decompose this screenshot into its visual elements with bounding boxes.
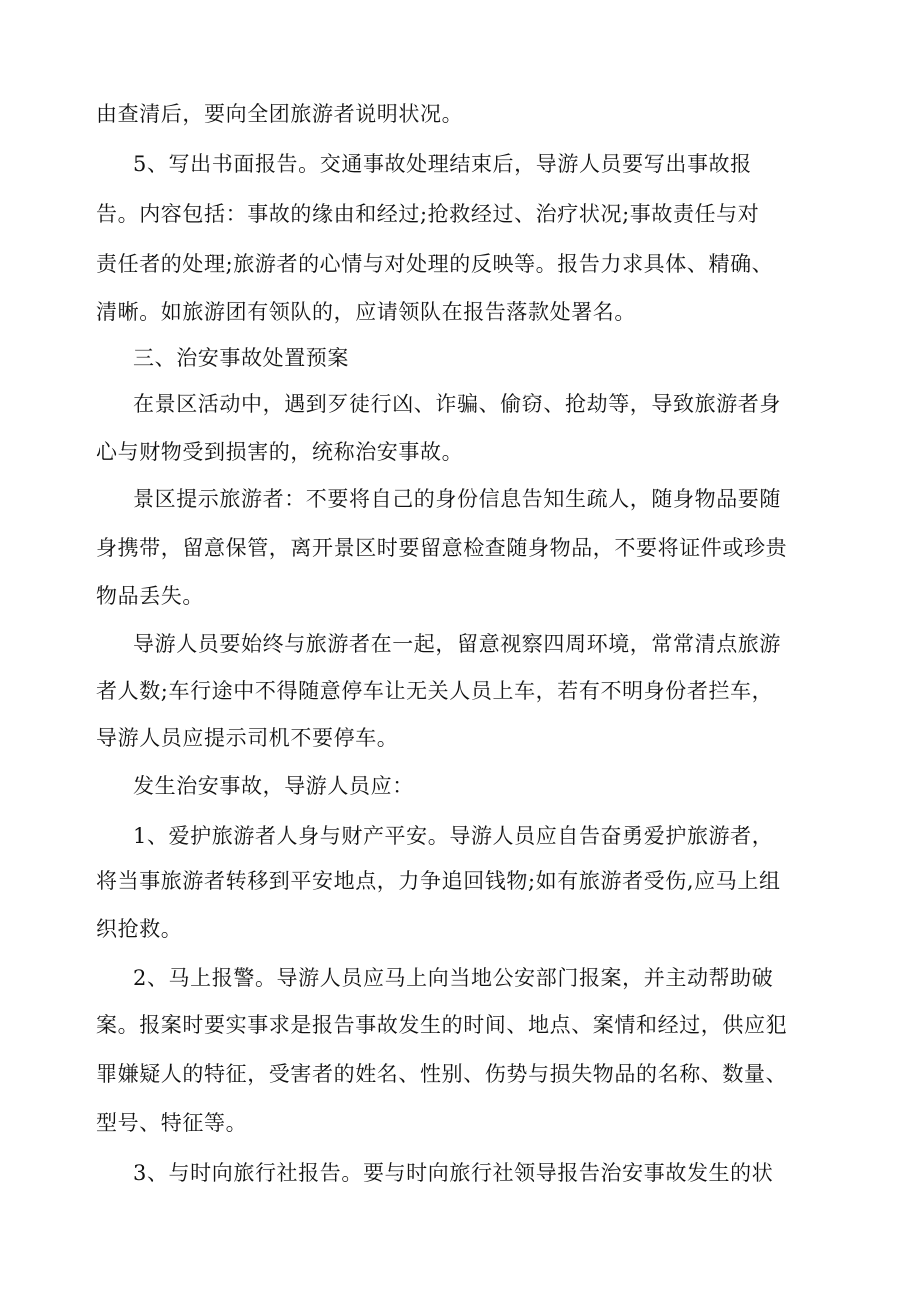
text-line: 心与财物受到损害的，统称治安事故。 (96, 440, 464, 464)
text-line: 5、写出书面报告。交通事故处理结束后，导游人员要写出事故报 (133, 152, 752, 176)
text-line: 织抢救。 (96, 917, 183, 941)
text-line: 导游人员应提示司机不要停车。 (96, 726, 399, 750)
text-line: 罪嫌疑人的特征，受害者的姓名、性别、伤势与损失物品的名称、数量、 (96, 1062, 788, 1086)
text-line: 导游人员要始终与旅游者在一起，留意视察四周环境，常常清点旅游 (133, 632, 781, 656)
text-line: 物品丢失。 (96, 584, 204, 608)
text-line: 案。报案时要实事求是报告事故发生的时间、地点、案情和经过，供应犯 (96, 1013, 788, 1037)
text-line: 将当事旅游者转移到平安地点，力争追回钱物;如有旅游者受伤,应马上组 (96, 869, 781, 893)
text-line: 3、与时向旅行社报告。要与时向旅行社领导报告治安事故发生的状 (133, 1161, 774, 1185)
text-line: 型号、特征等。 (96, 1111, 248, 1135)
text-line: 由查清后，要向全团旅游者说明状况。 (96, 102, 464, 126)
text-line: 责任者的处理;旅游者的心情与对处理的反映等。报告力求具体、精确、 (96, 252, 774, 276)
text-line: 身携带，留意保管，离开景区时要留意检查随身物品，不要将证件或珍贵 (96, 536, 788, 560)
text-line: 在景区活动中，遇到歹徒行凶、诈骗、偷窃、抢劫等，导致旅游者身 (133, 392, 781, 416)
text-line: 1、爱护旅游者人身与财产平安。导游人员应自告奋勇爱护旅游者， (133, 824, 774, 848)
text-line: 2、马上报警。导游人员应马上向当地公安部门报案，并主动帮助破 (133, 966, 774, 990)
text-line: 景区提示旅游者：不要将自己的身份信息告知生疏人，随身物品要随 (133, 487, 781, 511)
text-line: 者人数;车行途中不得随意停车让无关人员上车，若有不明身份者拦车， (96, 679, 774, 703)
text-line: 清晰。如旅游团有领队的，应请领队在报告落款处署名。 (96, 300, 636, 324)
text-line: 发生治安事故，导游人员应： (133, 774, 414, 798)
text-line: 告。内容包括：事故的缘由和经过;抢救经过、治疗状况;事故责任与对 (96, 202, 760, 226)
section-heading: 三、治安事故处置预案 (133, 346, 349, 370)
